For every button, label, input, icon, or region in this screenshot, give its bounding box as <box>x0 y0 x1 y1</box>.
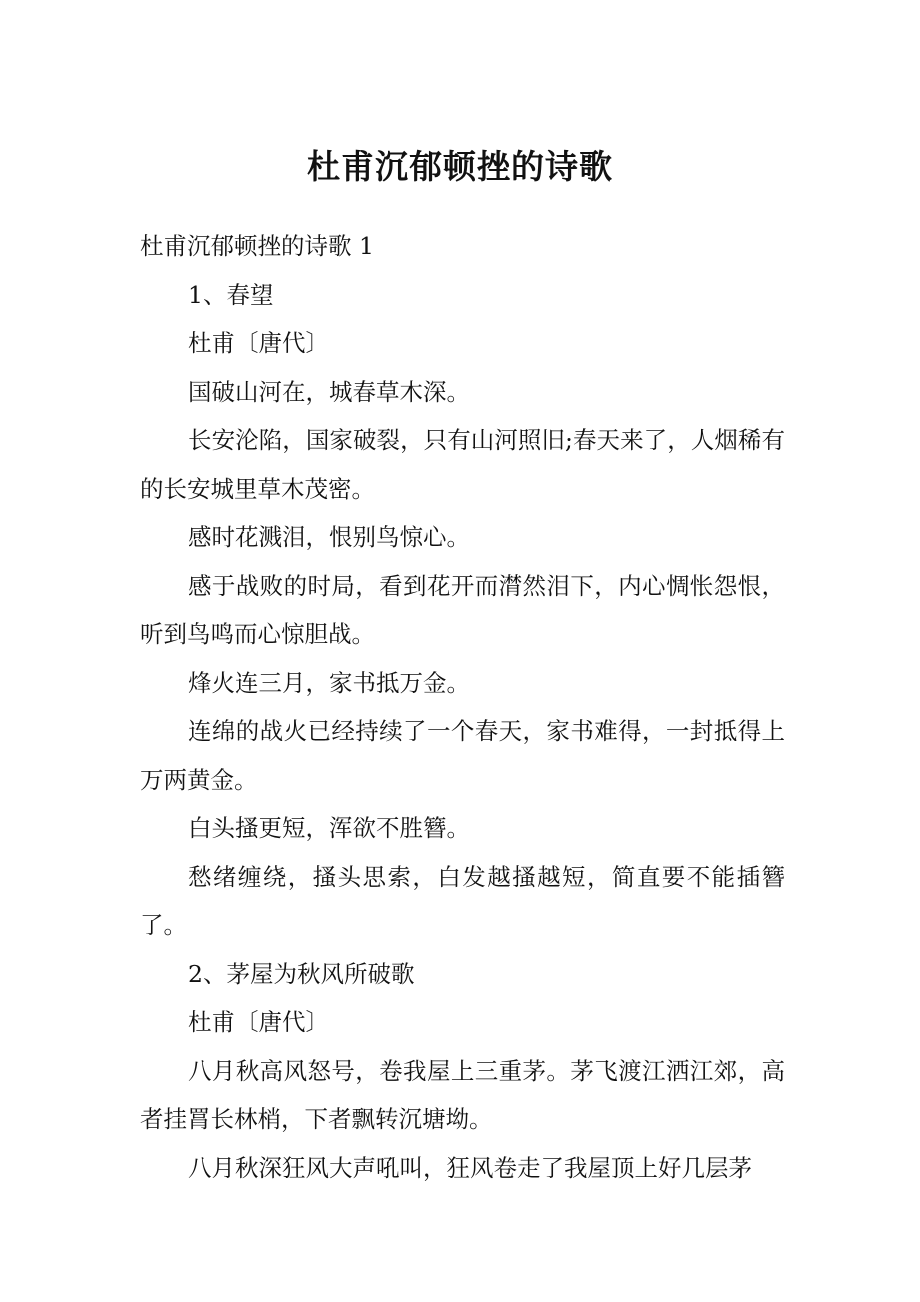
translation-paragraph: 愁绪缠绕，搔头思索，白发越搔越短，简直要不能插簪了。 <box>140 862 785 939</box>
translation-paragraph: 八月秋深狂风大声吼叫，狂风卷走了我屋顶上好几层茅 <box>188 1153 752 1182</box>
document-title: 杜甫沉郁顿挫的诗歌 <box>307 147 613 186</box>
translation-paragraph: 连绵的战火已经持续了一个春天，家书难得，一封抵得上万两黄金。 <box>140 717 785 794</box>
poem-line: 八月秋高风怒号，卷我屋上三重茅。茅飞渡江洒江郊，高者挂罥长林梢，下者飘转沉塘坳。 <box>140 1056 785 1133</box>
poem-author: 杜甫〔唐代〕 <box>188 1008 329 1036</box>
poem-title: 1、春望 <box>188 280 274 309</box>
poem-line: 国破山河在，城春草木深。 <box>188 377 470 406</box>
section-heading: 杜甫沉郁顿挫的诗歌 1 <box>140 232 374 260</box>
translation-paragraph: 长安沦陷，国家破裂，只有山河照旧;春天来了，人烟稀有的长安城里草木茂密。 <box>140 426 785 503</box>
poem-title: 2、茅屋为秋风所破歌 <box>188 959 415 988</box>
poem-line: 感时花溅泪，恨别鸟惊心。 <box>188 523 470 551</box>
poem-line: 烽火连三月，家书抵万金。 <box>188 668 470 697</box>
poem-line: 白头搔更短，浑欲不胜簪。 <box>188 814 470 842</box>
poem-author: 杜甫〔唐代〕 <box>188 329 329 357</box>
document-body <box>140 222 785 1192</box>
translation-paragraph: 感于战败的时局，看到花开而潸然泪下，内心惆怅怨恨，听到鸟鸣而心惊胆战。 <box>140 571 785 648</box>
